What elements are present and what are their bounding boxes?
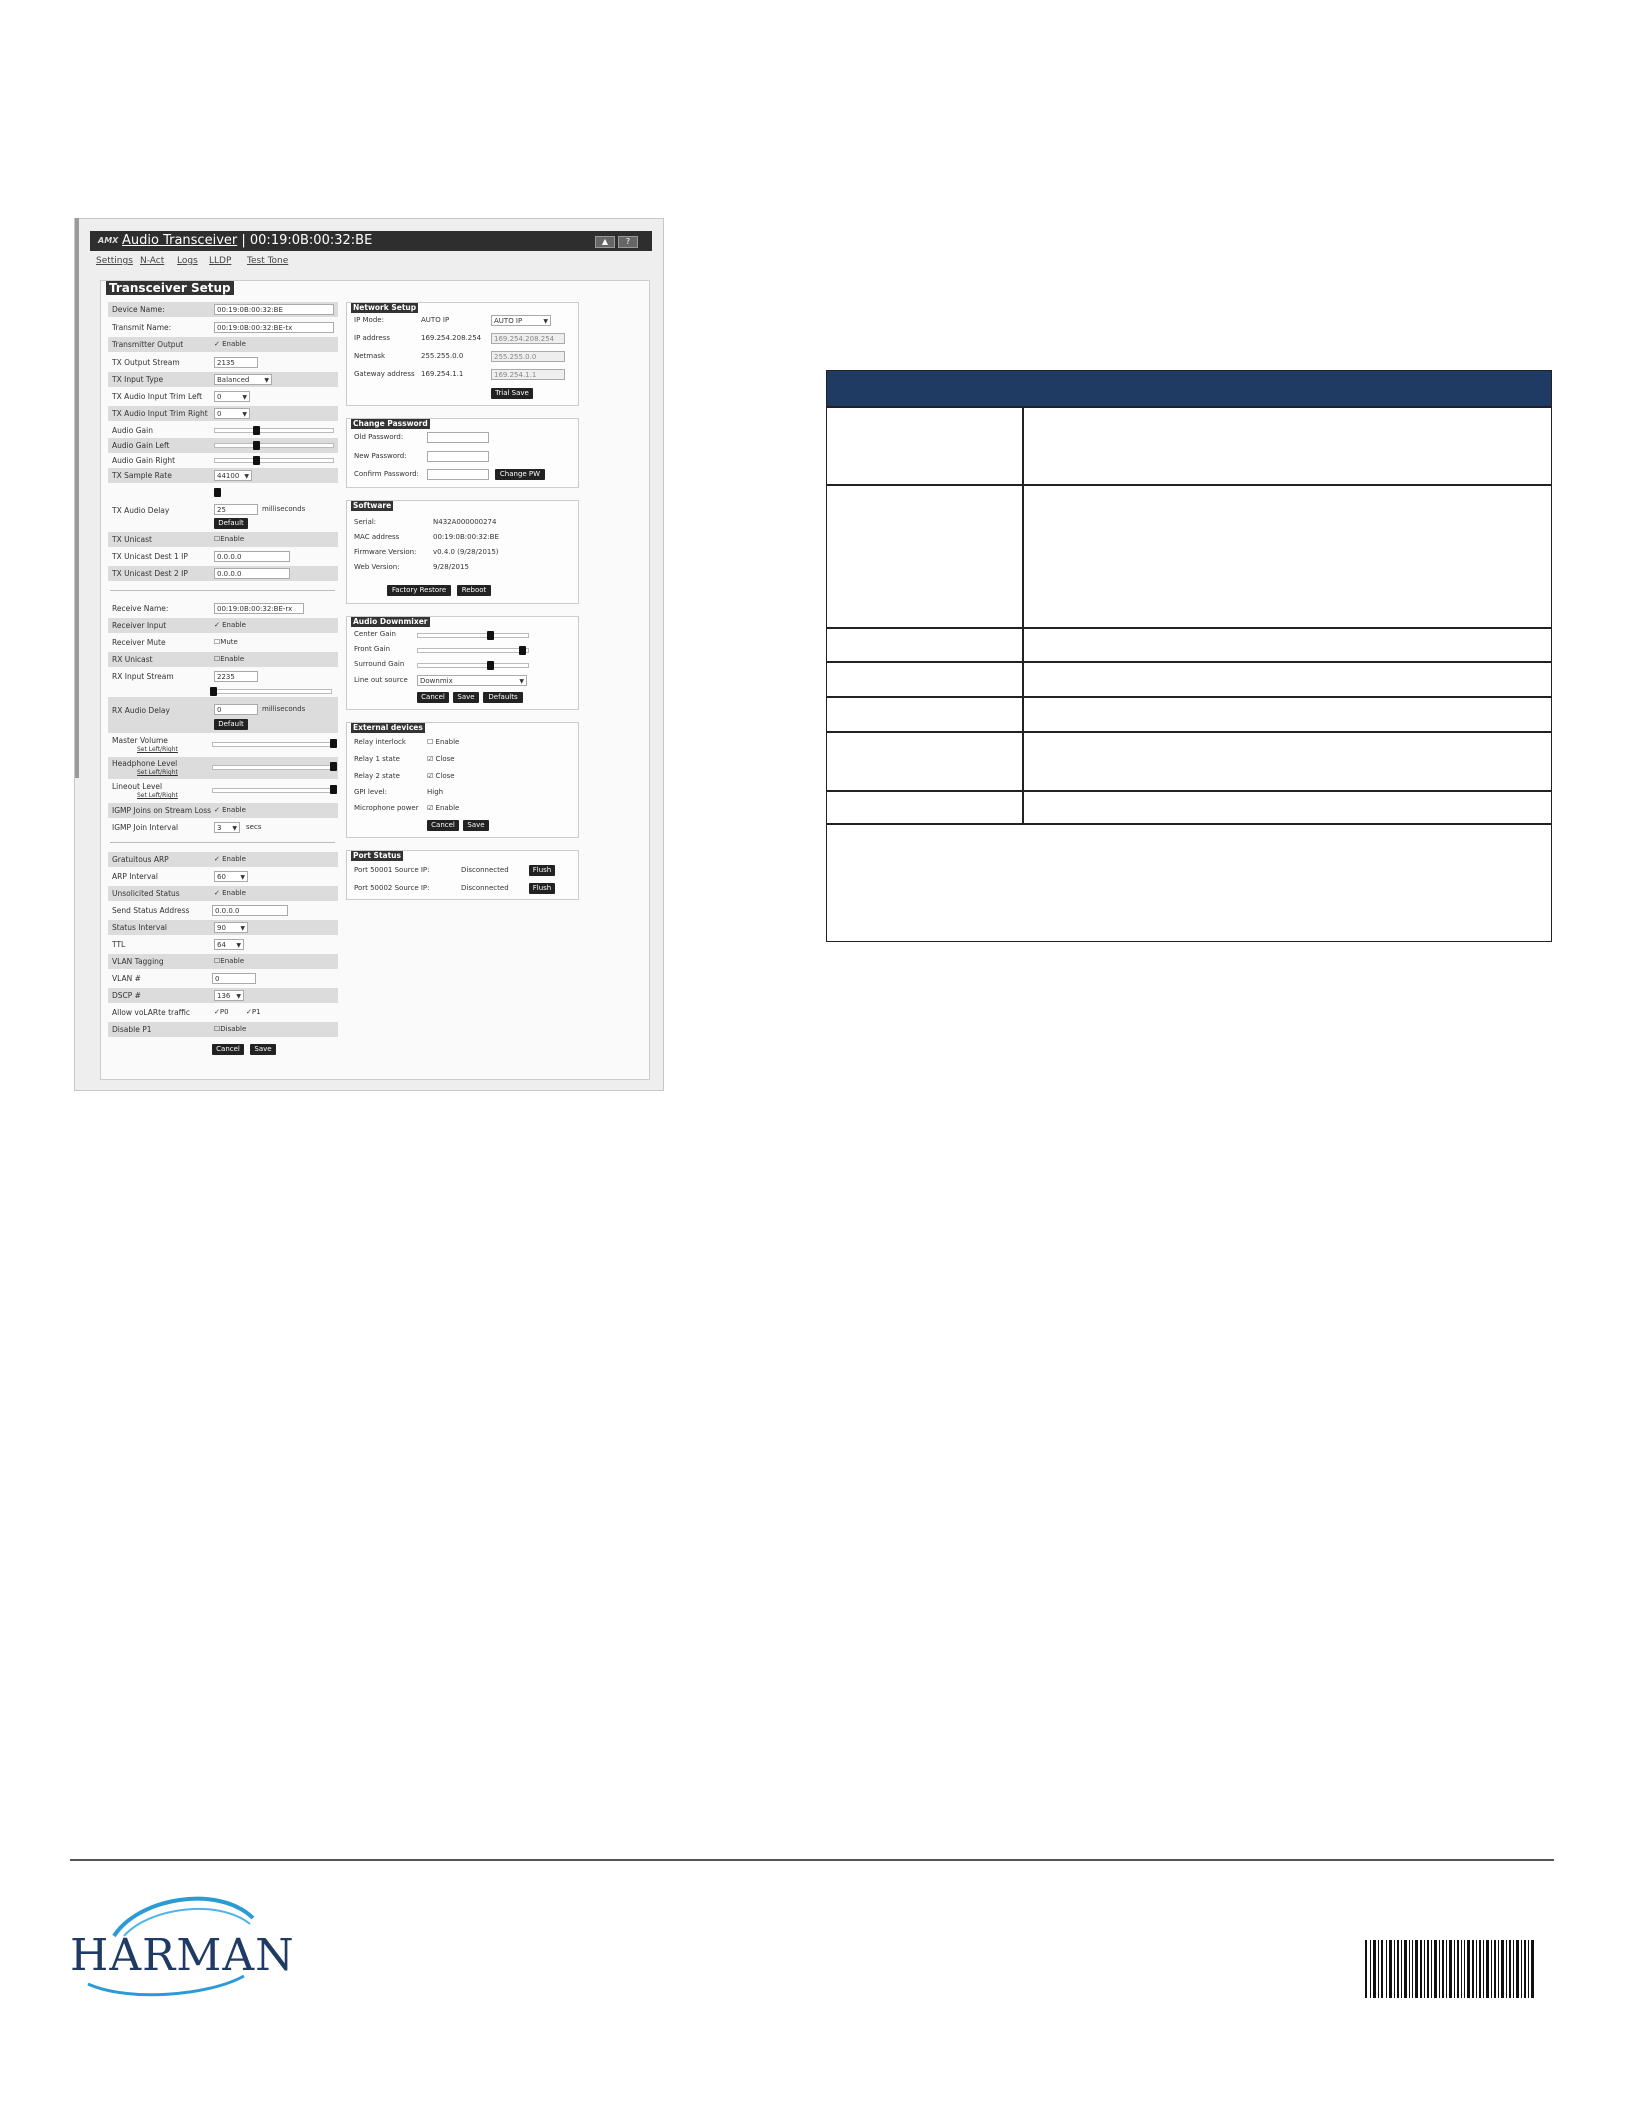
disable-p1-checkbox[interactable]: ☐Disable	[214, 1025, 247, 1033]
row-vlan-tagging: VLAN Tagging ☐Enable	[108, 954, 338, 969]
web-version-value: 9/28/2015	[433, 563, 469, 571]
transmit-name-input[interactable]: 00:19:0B:00:32:BE-tx	[214, 322, 334, 333]
change-password-box: Change Password Old Password: New Password: Confirm Password: Change PW	[346, 418, 579, 488]
rx-input-stream-input[interactable]: 2235	[214, 671, 258, 682]
footer-rule	[70, 1859, 1554, 1861]
gratuitous-arp-checkbox[interactable]: ✓ Enable	[214, 855, 246, 863]
netmask-input[interactable]: 255.255.0.0	[491, 351, 565, 362]
port2-status: Disconnected	[461, 884, 509, 892]
audio-gain-left-slider[interactable]	[214, 443, 334, 448]
table-rule	[826, 661, 1552, 663]
row-tx-unicast: TX Unicast ☐Enable	[108, 532, 338, 547]
relay2-checkbox[interactable]: ☑ Close	[427, 772, 455, 780]
mac-value: 00:19:0B:00:32:BE	[433, 533, 499, 541]
row-audio-gain-left: Audio Gain Left	[108, 438, 338, 453]
row-dscp-num: DSCP # 136 ▼	[108, 988, 338, 1003]
chevron-down-icon: ▼	[240, 925, 245, 932]
nav-n-act[interactable]: N-Act	[140, 256, 165, 266]
tx-output-stream-input[interactable]: 2135	[214, 357, 258, 368]
rx-audio-delay-knob[interactable]	[210, 687, 217, 696]
audio-gain-left-knob[interactable]	[253, 441, 260, 450]
port2-flush-button[interactable]: Flush	[529, 883, 555, 894]
row-headphone-level: Headphone Level Set Left/Right	[108, 757, 338, 779]
line-out-source-select[interactable]: Downmix ▼	[417, 675, 527, 686]
row-tx-input-type: TX Input Type Balanced ▼	[108, 372, 338, 387]
row-ttl: TTL 64 ▼	[108, 937, 338, 952]
tx-unicast-dest2-input[interactable]: 0.0.0.0	[214, 568, 290, 579]
device-name-input[interactable]: 00:19:0B:00:32:BE	[214, 304, 334, 315]
nav-test-tone[interactable]: Test Tone	[247, 256, 289, 266]
audio-downmixer-box: Audio Downmixer Center Gain Front Gain Surround Gain Line out source Downmix ▼ Cancel Save Defaults	[346, 616, 579, 710]
downmixer-save-button[interactable]: Save	[453, 692, 479, 703]
row-tx-trim-left: TX Audio Input Trim Left 0 ▼	[108, 389, 338, 404]
relay1-checkbox[interactable]: ☑ Close	[427, 755, 455, 763]
row-tx-sample-rate: TX Sample Rate 44100 ▼	[108, 468, 338, 483]
harman-logo	[68, 1884, 295, 2000]
row-allow-volarte: Allow voLARte traffic ✓P0 ✓P1	[108, 1005, 338, 1020]
row-tx-output-stream: TX Output Stream 2135	[108, 355, 338, 370]
external-save-button[interactable]: Save	[463, 820, 489, 831]
rx-audio-delay-input[interactable]: 0	[214, 704, 258, 715]
chevron-down-icon: ▼	[519, 678, 524, 685]
surround-gain-slider[interactable]	[417, 663, 529, 668]
mic-power-checkbox[interactable]: ☑ Enable	[427, 804, 460, 812]
row-igmp-interval: IGMP Join Interval 3 ▼ secs	[112, 823, 262, 832]
ip-address-input[interactable]: 169.254.208.254	[491, 333, 565, 344]
tx-trim-right-select[interactable]: 0 ▼	[214, 408, 250, 419]
chevron-down-icon: ▼	[244, 473, 249, 480]
audio-gain-slider[interactable]	[214, 428, 334, 433]
row-transmitter-output: Transmitter Output ✓ Enable	[108, 337, 338, 352]
status-interval-select[interactable]: 90 ▼	[214, 922, 248, 933]
barcode-icon	[1365, 1940, 1535, 1998]
ttl-select[interactable]: 64 ▼	[214, 939, 244, 950]
volarte-p1-checkbox[interactable]: ✓P1	[246, 1008, 261, 1016]
table-rule	[826, 627, 1552, 629]
receive-name-input[interactable]: 00:19:0B:00:32:BE-rx	[214, 603, 304, 614]
nav-bar	[96, 256, 496, 270]
factory-restore-button[interactable]: Factory Restore	[387, 585, 451, 596]
gpi-value: High	[427, 788, 444, 796]
table-rule	[826, 696, 1552, 698]
row-transmit-name: Transmit Name: 00:19:0B:00:32:BE-tx	[108, 320, 338, 335]
audio-gain-knob[interactable]	[253, 426, 260, 435]
chevron-down-icon: ▼	[264, 377, 269, 384]
headphone-level-knob[interactable]	[330, 762, 337, 771]
vlan-num-input[interactable]: 0	[212, 973, 256, 984]
row-tx-unicast-dest1: TX Unicast Dest 1 IP 0.0.0.0	[108, 549, 338, 564]
row-audio-gain-right: Audio Gain Right	[108, 453, 338, 468]
row-rx-input-stream: RX Input Stream 2235	[108, 669, 338, 684]
port1-status: Disconnected	[461, 866, 509, 874]
reboot-button[interactable]: Reboot	[457, 585, 491, 596]
center-gain-slider[interactable]	[417, 633, 529, 638]
row-receiver-mute: Receiver Mute ☐Mute	[108, 635, 338, 650]
tx-sample-rate-select[interactable]: 44100 ▼	[214, 470, 252, 481]
rx-audio-delay-slider[interactable]	[212, 689, 332, 694]
screenshot-scrollbar[interactable]	[75, 218, 79, 778]
headphone-level-slider[interactable]	[212, 765, 332, 770]
chevron-down-icon: ▼	[232, 825, 237, 832]
row-lineout-level: Lineout Level Set Left/Right	[108, 780, 338, 802]
downmixer-cancel-button[interactable]: Cancel	[417, 692, 449, 703]
window-title: Audio Transceiver | 00:19:0B:00:32:BE	[122, 233, 373, 248]
vlan-tagging-checkbox[interactable]: ☐Enable	[214, 957, 245, 965]
setup-title: Transceiver Setup	[106, 281, 234, 295]
transmitter-output-checkbox[interactable]: ✓ Enable	[214, 340, 246, 348]
rx-delay-default-button[interactable]: Default	[214, 719, 248, 730]
main-cancel-button[interactable]: Cancel	[212, 1044, 244, 1055]
table-rule	[826, 823, 1552, 825]
old-password-input[interactable]	[427, 432, 489, 443]
chevron-down-icon: ▼	[543, 318, 548, 325]
row-device-name: Device Name: 00:19:0B:00:32:BE	[108, 302, 338, 317]
row-receiver-input: Receiver Input ✓ Enable	[108, 618, 338, 633]
row-tx-unicast-dest2: TX Unicast Dest 2 IP 0.0.0.0	[108, 566, 338, 581]
port-status-box: Port Status Port 50001 Source IP: Disconnected Flush Port 50002 Source IP: Disconnected Flush	[346, 850, 579, 900]
confirm-password-input[interactable]	[427, 469, 489, 480]
row-rx-audio-delay: RX Audio Delay 0 milliseconds Default	[108, 697, 338, 733]
row-igmp-joins: IGMP Joins on Stream Loss ✓ Enable	[108, 803, 338, 818]
row-rx-unicast: RX Unicast ☐Enable	[108, 652, 338, 667]
window-titlebar	[90, 231, 652, 251]
row-vlan-num: VLAN # 0	[108, 971, 338, 986]
audio-gain-right-slider[interactable]	[214, 458, 334, 463]
nav-logs[interactable]: Logs	[177, 256, 198, 266]
software-box: Software Serial: N432A000000274 MAC address 00:19:0B:00:32:BE Firmware Version: v0.4.0 (9/28/2015) Web Version: 9/28/2015 Factory Restore Reboot	[346, 500, 579, 604]
dscp-select[interactable]: 136 ▼	[214, 990, 244, 1001]
table-rule	[826, 484, 1552, 486]
amx-logo: AMX	[98, 236, 119, 245]
row-master-volume: Master Volume Set Left/Right	[108, 734, 338, 756]
unsolicited-status-checkbox[interactable]: ✓ Enable	[214, 889, 246, 897]
downmixer-defaults-button[interactable]: Defaults	[483, 692, 523, 703]
row-send-status-address: Send Status Address 0.0.0.0	[108, 903, 338, 918]
row-arp-interval: ARP Interval 60 ▼	[108, 869, 338, 884]
change-pw-button[interactable]: Change PW	[495, 469, 545, 480]
table-rule	[826, 731, 1552, 733]
chevron-down-icon: ▼	[236, 942, 241, 949]
port1-flush-button[interactable]: Flush	[529, 865, 555, 876]
headphone-set-lr-link[interactable]: Set Left/Right	[137, 769, 178, 776]
firmware-value: v0.4.0 (9/28/2015)	[433, 548, 499, 556]
audio-gain-right-knob[interactable]	[253, 456, 260, 465]
device-mac-title: 00:19:0B:00:32:BE	[249, 233, 373, 248]
volarte-p0-checkbox[interactable]: ✓P0	[214, 1008, 229, 1016]
network-setup-box: Network Setup IP Mode: AUTO IP AUTO IP ▼ IP address 169.254.208.254 169.254.208.254 Netmask 255.255.0.0 255.255.0.0 Gateway address 169.254.1.1 169.254.1.1 Trial Save	[346, 302, 579, 406]
table-rule	[826, 406, 1552, 408]
relay-interlock-checkbox[interactable]: ☐ Enable	[427, 738, 460, 746]
lineout-level-slider[interactable]	[212, 788, 332, 793]
lineout-level-knob[interactable]	[330, 785, 337, 794]
row-tx-audio-delay: TX Audio Delay 25 milliseconds Default	[112, 505, 306, 527]
tx-unicast-dest1-input[interactable]: 0.0.0.0	[214, 551, 290, 562]
chevron-down-icon: ▼	[242, 394, 247, 401]
section-divider	[110, 590, 335, 591]
chevron-down-icon: ▼	[236, 993, 241, 1000]
ip-mode-select[interactable]: AUTO IP ▼	[491, 315, 551, 326]
igmp-joins-checkbox[interactable]: ✓ Enable	[214, 806, 246, 814]
row-unsolicited-status: Unsolicited Status ✓ Enable	[108, 886, 338, 901]
send-status-address-input[interactable]: 0.0.0.0	[212, 905, 288, 916]
new-password-input[interactable]	[427, 451, 489, 462]
external-cancel-button[interactable]: Cancel	[427, 820, 459, 831]
row-disable-p1: Disable P1 ☐Disable	[108, 1022, 338, 1037]
front-gain-slider[interactable]	[417, 648, 529, 653]
tx-audio-delay-input[interactable]: 25	[214, 504, 258, 515]
table-column-rule	[1022, 406, 1024, 824]
serial-value: N432A000000274	[433, 518, 497, 526]
master-volume-knob[interactable]	[330, 739, 337, 748]
front-gain-knob[interactable]	[519, 646, 526, 655]
lineout-set-lr-link[interactable]: Set Left/Right	[137, 792, 178, 799]
tx-delay-default-button[interactable]: Default	[214, 518, 248, 529]
row-gratuitous-arp: Gratuitous ARP ✓ Enable	[108, 852, 338, 867]
row-receive-name: Receive Name: 00:19:0B:00:32:BE-rx	[108, 601, 338, 616]
table-rule	[826, 790, 1552, 792]
chevron-down-icon: ▼	[242, 411, 247, 418]
nav-lldp[interactable]: LLDP	[209, 256, 232, 266]
arp-interval-select[interactable]: 60 ▼	[214, 871, 248, 882]
tx-input-type-select[interactable]: Balanced ▼	[214, 374, 272, 385]
row-audio-gain: Audio Gain	[108, 423, 338, 438]
igmp-interval-select[interactable]: 3 ▼	[214, 822, 240, 833]
app-link[interactable]: Audio Transceiver	[122, 233, 238, 248]
tx-unicast-checkbox[interactable]: ☐Enable	[214, 535, 245, 543]
spec-table	[826, 370, 1552, 942]
tx-trim-left-select[interactable]: 0 ▼	[214, 391, 250, 402]
chevron-down-icon: ▼	[240, 874, 245, 881]
upload-icon[interactable]: ▲	[595, 236, 615, 248]
main-save-button[interactable]: Save	[250, 1044, 276, 1055]
trial-save-button[interactable]: Trial Save	[491, 388, 533, 399]
harman-wordmark: HARMAN	[70, 1930, 295, 1981]
center-gain-knob[interactable]	[487, 631, 494, 640]
external-devices-box: External devices Relay interlock ☐ Enable Relay 1 state ☑ Close Relay 2 state ☑ Close GPI level: High Microphone power ☑ Enable Cancel Save	[346, 722, 579, 838]
surround-gain-knob[interactable]	[487, 661, 494, 670]
nav-settings[interactable]: Settings	[96, 256, 133, 266]
row-status-interval: Status Interval 90 ▼	[108, 920, 338, 935]
gateway-input[interactable]: 169.254.1.1	[491, 369, 565, 380]
master-volume-set-lr-link[interactable]: Set Left/Right	[137, 746, 178, 753]
receiver-input-checkbox[interactable]: ✓ Enable	[214, 621, 246, 629]
master-volume-slider[interactable]	[212, 742, 332, 747]
section-divider	[110, 842, 335, 843]
tx-audio-delay-knob[interactable]	[214, 488, 221, 497]
help-icon[interactable]: ?	[618, 236, 638, 248]
receiver-mute-checkbox[interactable]: ☐Mute	[214, 638, 238, 646]
row-tx-trim-right: TX Audio Input Trim Right 0 ▼	[108, 406, 338, 421]
rx-unicast-checkbox[interactable]: ☐Enable	[214, 655, 245, 663]
